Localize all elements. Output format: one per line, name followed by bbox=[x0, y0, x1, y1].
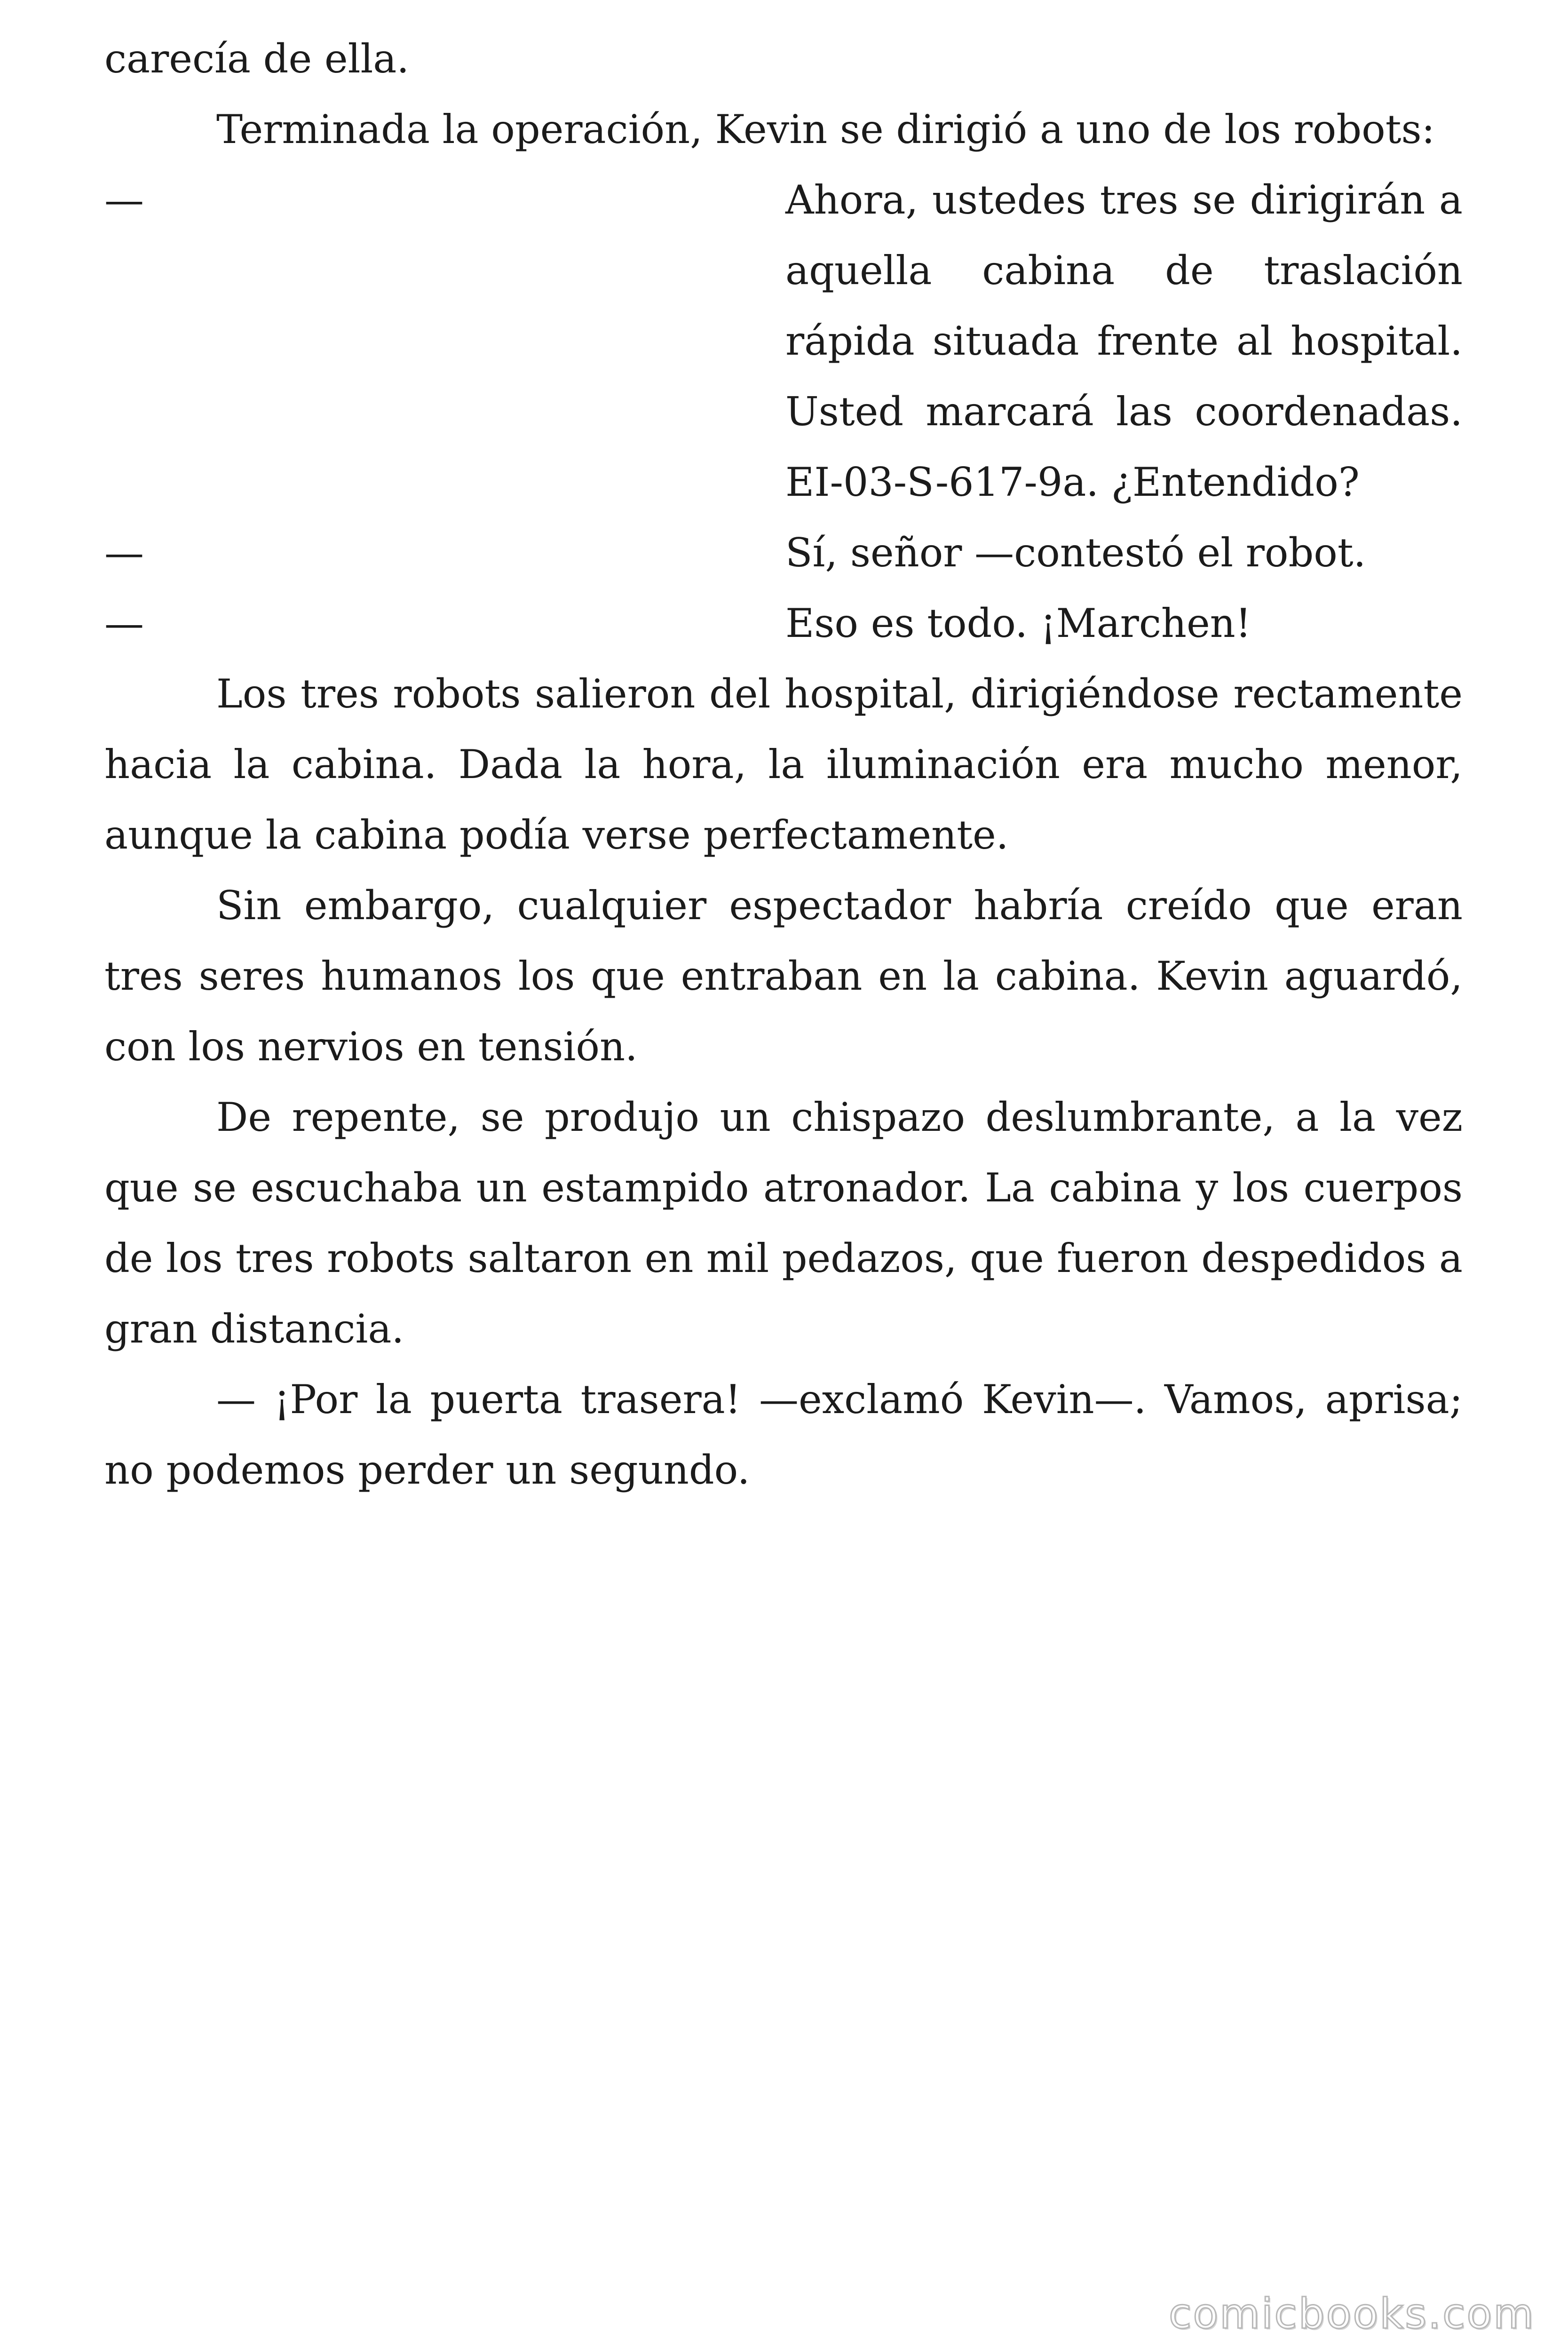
page-text bbox=[104, 24, 1463, 1505]
dialogue-text: Eso es todo. ¡Marchen! bbox=[785, 600, 1251, 646]
dialogue-text: Sí, señor —contestó el robot. bbox=[785, 530, 1366, 576]
paragraph: Los tres robots salieron del hospital, dirigiéndose rectamente hacia la cabina. Dada la hora, la iluminación era mucho menor, aunque la cabina podía verse perfectamente. bbox=[104, 671, 1463, 858]
paragraph: De repente, se produjo un chispazo deslumbrante, a la vez que se escuchaba un estampido atronador. La cabina y los cuerpos de los tres robots saltaron en mil pedazos, que fueron despedidos a gran distancia. bbox=[104, 1094, 1463, 1352]
watermark-logo: comicbooks.com bbox=[1168, 2289, 1535, 2338]
dialogue-line bbox=[104, 165, 1463, 517]
dialogue-dash: — bbox=[104, 600, 144, 646]
dialogue-line bbox=[104, 588, 1463, 659]
dialogue-dash: — bbox=[104, 177, 144, 223]
paragraph: Terminada la operación, Kevin se dirigió a uno de los robots: bbox=[216, 106, 1435, 152]
paragraph: — ¡Por la puerta trasera! —exclamó Kevin—. Vamos, aprisa; no podemos perder un segundo. bbox=[104, 1376, 1463, 1493]
dialogue-text: Ahora, ustedes tres se dirigirán a aquella cabina de traslación rápida situada frente al hospital. Usted marcará las coordenadas. EI-03-S-617-9a. ¿Entendido? bbox=[785, 177, 1463, 505]
paragraph: carecía de ella. bbox=[104, 36, 410, 82]
dialogue-line bbox=[104, 517, 1463, 588]
paragraph: Sin embargo, cualquier espectador habría creído que eran tres seres humanos los que entraban en la cabina. Kevin aguardó, con los nervios en tensión. bbox=[104, 882, 1463, 1070]
dialogue-dash: — bbox=[104, 530, 144, 576]
